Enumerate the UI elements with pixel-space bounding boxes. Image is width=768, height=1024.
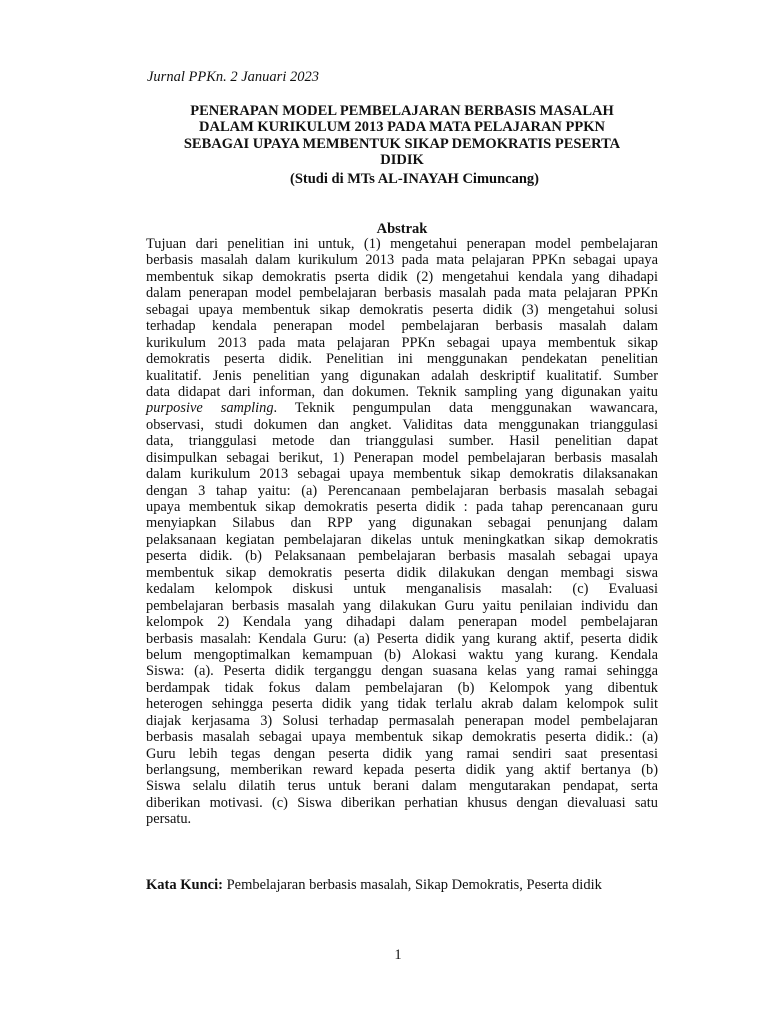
abstract-line: terhadap kendala penerapan model pembelajaran berbasis masalah dalam — [146, 318, 658, 335]
abstract-line: pembelajaran berbasis masalah yang dilakukan Guru yaitu penilaian individu dan — [146, 597, 658, 614]
paper-title — [146, 103, 658, 169]
abstract-line: membentuk sikap demokratis pserta didik (2) mengetahui kendala yang dihadapi — [146, 268, 658, 285]
abstract-line: observasi, studi dokumen dan angket. Validitas data menggunakan trianggulasi — [146, 416, 658, 433]
abstract-line-italic — [146, 400, 658, 416]
abstract-line: membentuk sikap demokratis peserta didik dilakukan dengan membagi siswa — [146, 564, 658, 581]
abstract-line: berbasis masalah dalam kurikulum 2013 pada mata pelajaran PPKn sebagai upaya — [146, 252, 658, 269]
title-line: SEBAGAI UPAYA MEMBENTUK SIKAP DEMOKRATIS PESERTA — [183, 135, 621, 152]
abstract-body — [146, 236, 658, 828]
paper-subtitle: (Studi di MTs AL-INAYAH Cimuncang) — [290, 171, 539, 187]
abstract-line: dengan 3 tahap yaitu: (a) Perencanaan pembelajaran berbasis masalah sebagai — [146, 482, 658, 499]
abstract-line: sebagai upaya membentuk sikap demokratis peserta didik (3) mengetahui solusi — [146, 301, 658, 318]
abstract-line: berdampak tidak fokus dalam pembelajaran (b) Kelompok yang dibentuk — [146, 679, 658, 696]
abstract-line: Siswa: (a). Peserta didik terganggu dengan suasana kelas yang ramai sehingga — [146, 663, 658, 680]
abstract-line: Guru lebih tegas dengan peserta didik yang ramai sendiri saat presentasi — [146, 745, 658, 762]
abstract-line: Siswa selalu dilatih terus untuk berani dalam mengutarakan pendapat, serta — [146, 778, 658, 795]
keywords — [146, 876, 602, 894]
abstract-line: data, trianggulasi metode dan trianggulasi sumber. Hasil penelitian dapat — [146, 433, 658, 450]
title-line: DIDIK — [380, 152, 424, 169]
page-number: 1 — [394, 947, 402, 963]
abstract-line: diberikan motivasi. (c) Siswa diberikan perhatian khusus dengan dievaluasi satu — [146, 794, 658, 811]
abstract-line: berlangsung, memberikan reward kepada peserta didik yang aktif bertanya (b) — [146, 762, 658, 778]
abstract-line: kurikulum 2013 pada mata pelajaran PPKn sebagai upaya membentuk sikap — [146, 334, 658, 351]
abstract-line: demokratis peserta didik. Penelitian ini menggunakan pendekatan penelitian — [146, 351, 658, 368]
abstract-line: disimpulkan sebagai berikut, 1) Penerapan model pembelajaran berbasis masalah — [146, 449, 658, 466]
abstract-line: upaya membentuk sikap demokratis peserta didik : pada tahap perencanaan guru — [146, 499, 658, 515]
journal-header: Jurnal PPKn. 2 Januari 2023 — [147, 69, 319, 85]
title-line: DALAM KURIKULUM 2013 PADA MATA PELAJARAN PPKN — [199, 119, 605, 136]
abstract-line: pelaksanaan kegiatan pembelajaran dikelas untuk meningkatkan sikap demokratis — [146, 531, 658, 548]
abstract-line: dalam penerapan model pembelajaran berbasis masalah pada mata pelajaran PPKn — [146, 285, 658, 302]
abstract-line: Tujuan dari penelitian ini untuk, (1) mengetahui penerapan model pembelajaran — [146, 236, 658, 252]
abstract-line: diajak kerjasama 3) Solusi terhadap permasalah penerapan model pembelajaran — [146, 712, 658, 729]
italic-line-rest: . Teknik pengumpulan data menggunakan wawancara, — [273, 400, 659, 417]
abstract-line: persatu. — [146, 811, 192, 828]
abstract-line: kedalam kelompok diskusi untuk menganalisis masalah: (c) Evaluasi — [146, 581, 658, 598]
abstract-line: peserta didik. (b) Pelaksanaan pembelajaran berbasis masalah sebagai upaya — [146, 548, 658, 565]
title-line: PENERAPAN MODEL PEMBELAJARAN BERBASIS MASALAH — [190, 103, 614, 119]
abstract-line: belum mengoptimalkan kemampuan (b) Alokasi waktu yang kurang. Kendala — [146, 646, 658, 663]
abstract-line: menyiapkan Silabus dan RPP yang digunakan sebagai penunjang dalam — [146, 515, 658, 532]
abstract-line: kelompok 2) Kendala yang dihadapi dalam penerapan model pembelajaran — [146, 614, 658, 631]
abstract-line: kualitatif. Jenis penelitian yang digunakan adalah deskriptif kualitatif. Sumber — [146, 367, 658, 384]
abstract-line: data didapat dari informan, dan dokumen. Teknik sampling yang digunakan yaitu — [146, 383, 658, 400]
abstract-line: heterogen sehingga peserta didik yang tidak terlalu akrab dalam kelompok sulit — [146, 696, 658, 713]
abstract-line: dalam kurikulum 2013 sebagai upaya membentuk sikap demokratis dilaksanakan — [146, 466, 658, 483]
abstract-heading: Abstrak — [376, 221, 428, 237]
abstract-line: berbasis masalah sebagai upaya membentuk sikap demokratis peserta didik.: (a) — [146, 729, 658, 746]
abstract-line: berbasis masalah: Kendala Guru: (a) Peserta didik yang kurang aktif, peserta didik — [146, 630, 658, 647]
keywords-label: Kata Kunci: — [146, 877, 223, 893]
italic-term: purposive sampling — [146, 400, 274, 417]
keywords-text: Pembelajaran berbasis masalah, Sikap Demokratis, Peserta didik — [222, 877, 602, 893]
